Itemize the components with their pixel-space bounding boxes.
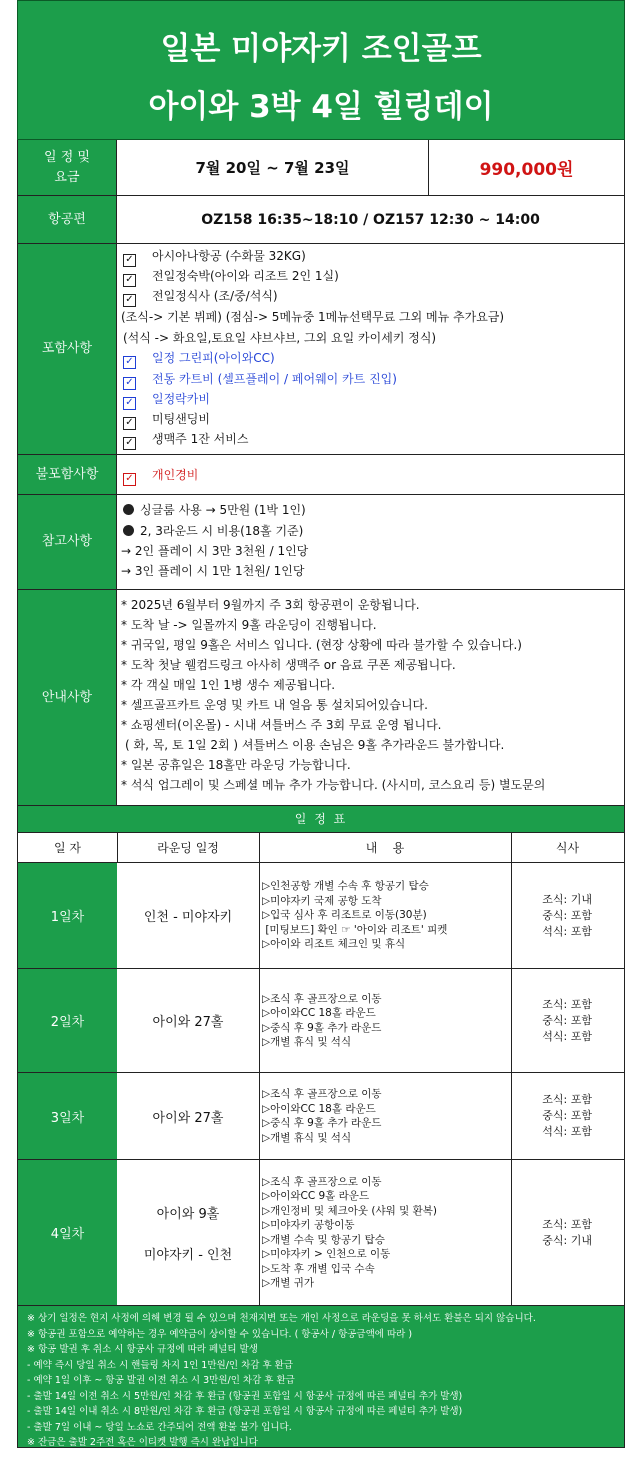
checkbox-icon: ✓	[123, 397, 136, 410]
title-line-1: 일본 미야자키 조인골프	[160, 31, 482, 67]
round-schedule: 아이와 27홀	[152, 1110, 224, 1126]
flight-label: 항공편	[18, 196, 117, 243]
itinerary-title: 일 정 표	[17, 806, 625, 833]
included-item: ✓ 생맥주 1잔 서비스	[123, 431, 248, 450]
day-content: ▷인천공항 개별 수속 후 항공기 탑승 ▷미야자키 국제 공항 도착 ▷입국 심사 후 리조트로 이동(30분) [미팅보드] 확인 ☞ '아이와 리조트' 피켓 ▷아이와 리조트 체크인 및 휴식	[262, 880, 448, 951]
bullet-icon	[123, 504, 134, 515]
included-item: (조식-> 기본 뷔페) (점심-> 5메뉴중 1메뉴선택무료 그외 메뉴 추가요금)	[121, 310, 505, 324]
note-line: - 출발 14일 이내 취소 시 8만원/인 차감 후 환급 (항공권 포함일 시 항공사 규정에 따른 페널티 추가 발생)	[27, 1406, 463, 1417]
flight-info: OZ158 16:35~18:10 / OZ157 12:30 ~ 14:00	[201, 211, 540, 228]
included-item: ✓ 전동 카트비 (셀프플레이 / 페어웨이 카트 진입)	[123, 371, 397, 390]
round-schedule: 아이와 27홀	[152, 1015, 224, 1030]
included-item: ✓ 전일정숙박(아이와 리조트 2인 1실)	[123, 268, 339, 287]
excluded-label: 불포함사항	[18, 455, 117, 494]
meal-info: 조식: 기내 중식: 포함 석식: 포함	[542, 892, 592, 938]
guide-item: * 석식 업그레이 및 스페셜 메뉴 추가 가능합니다. (사시미, 코스요리 등) 별도문의	[121, 778, 546, 792]
included-item: ✓ 아시아나항공 (수화물 32KG)	[123, 248, 306, 267]
note-line: ※ 잔금은 출발 2주전 혹은 이티켓 발행 즉시 완납입니다	[27, 1437, 258, 1448]
day-label: 3일차	[18, 1073, 117, 1159]
note-line: - 예약 1일 이후 ~ 항공 발권 이전 취소 시 3만원/인 차감 후 환급	[27, 1375, 295, 1386]
checkbox-icon: ✓	[123, 294, 136, 307]
reference-list	[117, 495, 624, 589]
day-content: ▷조식 후 골프장으로 이동 ▷아이와CC 9홀 라운드 ▷개인정비 및 체크아웃 (샤워 및 환복) ▷미야자키 공항이동 ▷개별 수속 및 항공기 탑승 ▷미야자키 > 인천으로 이동 ▷도착 후 개별 입국 수속 ▷개별 귀가	[262, 1175, 437, 1289]
itinerary-header-row	[17, 833, 625, 863]
column-header-round: 라운딩 일정	[157, 841, 219, 855]
round-schedule: 아이와 9홀 미야자키 - 인천	[143, 1206, 233, 1263]
guide-item: * 일본 공휴일은 18홀만 라운딩 가능합니다.	[121, 758, 351, 772]
itinerary-row	[17, 969, 625, 1073]
reference-item: → 3인 플레이 시 1만 1천원/ 1인당	[121, 564, 305, 578]
column-header-day: 일 자	[54, 841, 81, 855]
included-list	[117, 244, 624, 454]
included-row	[17, 244, 625, 455]
reference-label: 참고사항	[18, 495, 117, 589]
guide-list	[117, 590, 624, 805]
meal-info: 조식: 포함 중식: 기내	[542, 1217, 592, 1247]
checkbox-icon: ✓	[123, 417, 136, 430]
notes-box	[17, 1306, 625, 1448]
guide-item: * 도착 첫날 웰컴드링크 아사히 생맥주 or 음료 쿠폰 제공됩니다.	[121, 658, 456, 672]
note-line: - 출발 7일 이내 ~ 당일 노쇼로 간주되어 전액 환불 불가 입니다.	[27, 1421, 292, 1433]
included-label: 포함사항	[18, 244, 117, 454]
guide-item: * 셀프골프카트 운영 및 카트 내 얼음 통 설치되어있습니다.	[121, 698, 428, 712]
column-header-content: 내 용	[365, 841, 405, 855]
guide-item: ( 화, 목, 토 1일 2회 ) 셔틀버스 이용 손님은 9홀 추가라운드 불가합니다.	[125, 738, 505, 752]
included-item: ✓ 미팅샌딩비	[123, 411, 210, 430]
bullet-icon	[123, 525, 134, 536]
day-label: 4일차	[18, 1160, 117, 1305]
guide-item: * 2025년 6월부터 9월까지 주 3회 항공편이 운항됩니다.	[121, 598, 420, 612]
itinerary-row	[17, 1073, 625, 1160]
schedule-price-cell	[117, 140, 624, 195]
reference-item: 2, 3라운드 시 비용(18홀 기준)	[123, 523, 303, 539]
guide-label: 안내사항	[18, 590, 117, 805]
schedule-price-row	[17, 140, 625, 196]
checkbox-icon: ✓	[123, 377, 136, 390]
guide-row	[17, 590, 625, 806]
schedule-price-label: 일 정 및 요금	[18, 140, 117, 195]
column-header-meal: 식사	[555, 841, 580, 855]
title-line-2: 아이와 3박 4일 힐링데이	[148, 89, 494, 125]
guide-item: * 도착 날 -> 일몰까지 9홀 라운딩이 진행됩니다.	[121, 618, 377, 632]
excluded-item: ✓ 개인경비	[123, 467, 198, 486]
included-item: ✓ 일정 그린피(아이와CC)	[123, 350, 275, 369]
included-item: ✓ 전일정식사 (조/중/석식)	[123, 288, 278, 307]
itinerary-row	[17, 863, 625, 969]
day-content: ▷조식 후 골프장으로 이동 ▷아이와CC 18홀 라운드 ▷중식 후 9홀 추가 라운드 ▷개별 휴식 및 석식	[262, 1088, 382, 1144]
included-item: ✓ 일정락카비	[123, 391, 210, 410]
checkbox-icon: ✓	[123, 356, 136, 369]
round-schedule: 인천 - 미야자키	[143, 910, 233, 925]
checkbox-icon: ✓	[123, 437, 136, 450]
meal-info: 조식: 포함 중식: 포함 석식: 포함	[542, 1093, 592, 1138]
day-content: ▷조식 후 골프장으로 이동 ▷아이와CC 18홀 라운드 ▷중식 후 9홀 추가 라운드 ▷개별 휴식 및 석식	[262, 992, 382, 1048]
checkbox-icon: ✓	[123, 473, 136, 486]
travel-dates: 7월 20일 ~ 7월 23일	[117, 140, 429, 195]
title-banner	[17, 0, 625, 140]
guide-item: * 귀국일, 평일 9홀은 서비스 입니다. (현장 상황에 따라 불가할 수 있습니다.)	[121, 638, 522, 652]
flight-row	[17, 196, 625, 244]
note-line: ※ 상기 일정은 현지 사정에 의해 변경 될 수 있으며 천재지변 또는 개인 사정으로 라운딩을 못 하셔도 환불은 되지 않습니다.	[27, 1313, 536, 1324]
excluded-row	[17, 455, 625, 495]
day-label: 2일차	[18, 969, 117, 1072]
itinerary-row	[17, 1160, 625, 1306]
checkbox-icon: ✓	[123, 254, 136, 267]
guide-item: * 각 객실 매일 1인 1병 생수 제공됩니다.	[121, 678, 336, 692]
reference-item: → 2인 플레이 시 3만 3천원 / 1인당	[121, 544, 309, 558]
tour-price: 990,000원	[479, 160, 574, 180]
guide-item: * 쇼핑센터(이온몰) - 시내 셔틀버스 주 3회 무료 운영 됩니다.	[121, 718, 442, 732]
day-label: 1일차	[18, 863, 117, 968]
note-line: - 예약 즉시 당일 취소 시 핸들링 차지 1인 1만원/인 차감 후 환급	[27, 1359, 294, 1371]
excluded-cell	[117, 455, 624, 494]
meal-info: 조식: 포함 중식: 포함 석식: 포함	[542, 997, 592, 1043]
reference-item: 싱글룸 사용 → 5만원 (1박 1인)	[123, 502, 306, 518]
flyer-sheet	[17, 0, 625, 1470]
reference-row	[17, 495, 625, 590]
note-line: ※ 항공 발권 후 취소 시 항공사 규정에 따라 페널티 발생	[27, 1344, 258, 1355]
note-line: - 출발 14일 이전 취소 시 5만원/인 차감 후 환급 (항공권 포함일 시 항공사 규정에 따른 페널티 추가 발생)	[27, 1390, 463, 1402]
checkbox-icon: ✓	[123, 274, 136, 287]
note-line: ※ 항공권 포함으로 예약하는 경우 예약금이 상이할 수 있습니다. ( 항공사 / 항공금액에 따라 )	[27, 1328, 413, 1340]
included-item: (석식 -> 화요일,토요일 샤브샤브, 그외 요일 카이세키 정식)	[123, 331, 437, 345]
